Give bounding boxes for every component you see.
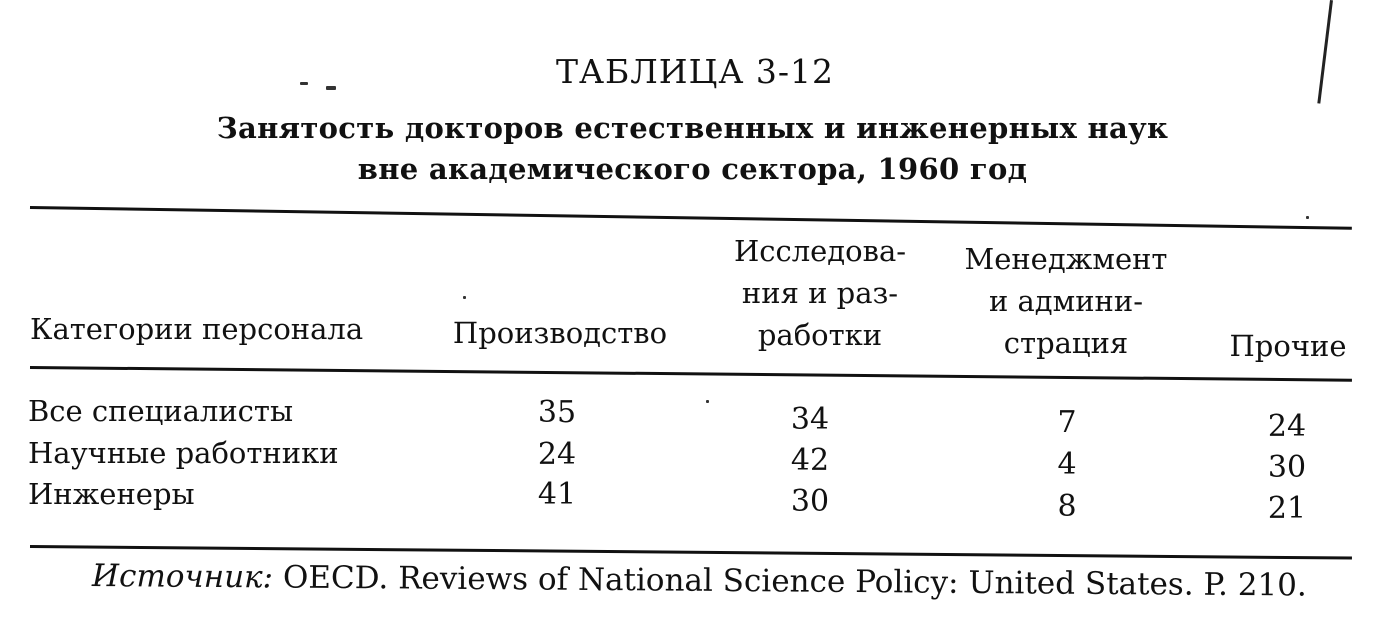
row-1-other: 24 bbox=[1267, 409, 1307, 444]
scan-speck bbox=[463, 296, 466, 299]
row-1-production: 35 bbox=[537, 395, 577, 430]
row-3-other: 21 bbox=[1267, 491, 1307, 526]
scan-speck bbox=[300, 82, 308, 85]
row-3-category: Инженеры bbox=[28, 477, 195, 511]
scan-speck bbox=[326, 86, 336, 90]
header-research-line-2: ния и раз- bbox=[741, 276, 899, 310]
scan-speck bbox=[1306, 216, 1309, 219]
row-3-management: 8 bbox=[1057, 489, 1077, 524]
source-note bbox=[92, 558, 1362, 604]
row-3-production: 41 bbox=[537, 477, 577, 512]
table-top-rule bbox=[30, 206, 1352, 230]
header-rule bbox=[30, 366, 1352, 382]
header-management bbox=[955, 238, 1177, 364]
header-production: Производство bbox=[452, 316, 668, 350]
scan-speck bbox=[706, 400, 709, 403]
row-2-category: Научные работники bbox=[28, 436, 339, 470]
row-2-other: 30 bbox=[1267, 450, 1307, 485]
table-number: ТАБЛИЦА 3-12 bbox=[556, 52, 834, 91]
header-other: Прочие bbox=[1229, 329, 1347, 363]
header-management-line-3: страция bbox=[1003, 326, 1129, 360]
row-2-research: 42 bbox=[790, 443, 830, 478]
row-1-research: 34 bbox=[790, 402, 830, 437]
header-category: Категории персонала bbox=[30, 312, 364, 346]
header-management-line-1: Менеджмент bbox=[964, 242, 1168, 276]
row-2-production: 24 bbox=[537, 437, 577, 472]
row-1-management: 7 bbox=[1057, 405, 1077, 440]
source-label: Источник: bbox=[91, 558, 274, 596]
source-text: OECD. Reviews of National Science Policy: United States. P. 210. bbox=[282, 559, 1307, 604]
row-1-category: Все специалисты bbox=[28, 394, 294, 428]
header-research-line-3: работки bbox=[757, 318, 883, 352]
header-management-line-2: и админи- bbox=[988, 284, 1144, 318]
row-2-management: 4 bbox=[1057, 447, 1077, 482]
table-bottom-rule bbox=[30, 545, 1352, 560]
table-caption-line-1: Занятость докторов естественных и инженерных наук bbox=[216, 111, 1169, 145]
table-caption-line-2: вне академического сектора, 1960 год bbox=[357, 152, 1028, 186]
header-research bbox=[720, 230, 920, 356]
row-3-research: 30 bbox=[790, 484, 830, 519]
header-research-line-1: Исследова- bbox=[733, 234, 907, 268]
